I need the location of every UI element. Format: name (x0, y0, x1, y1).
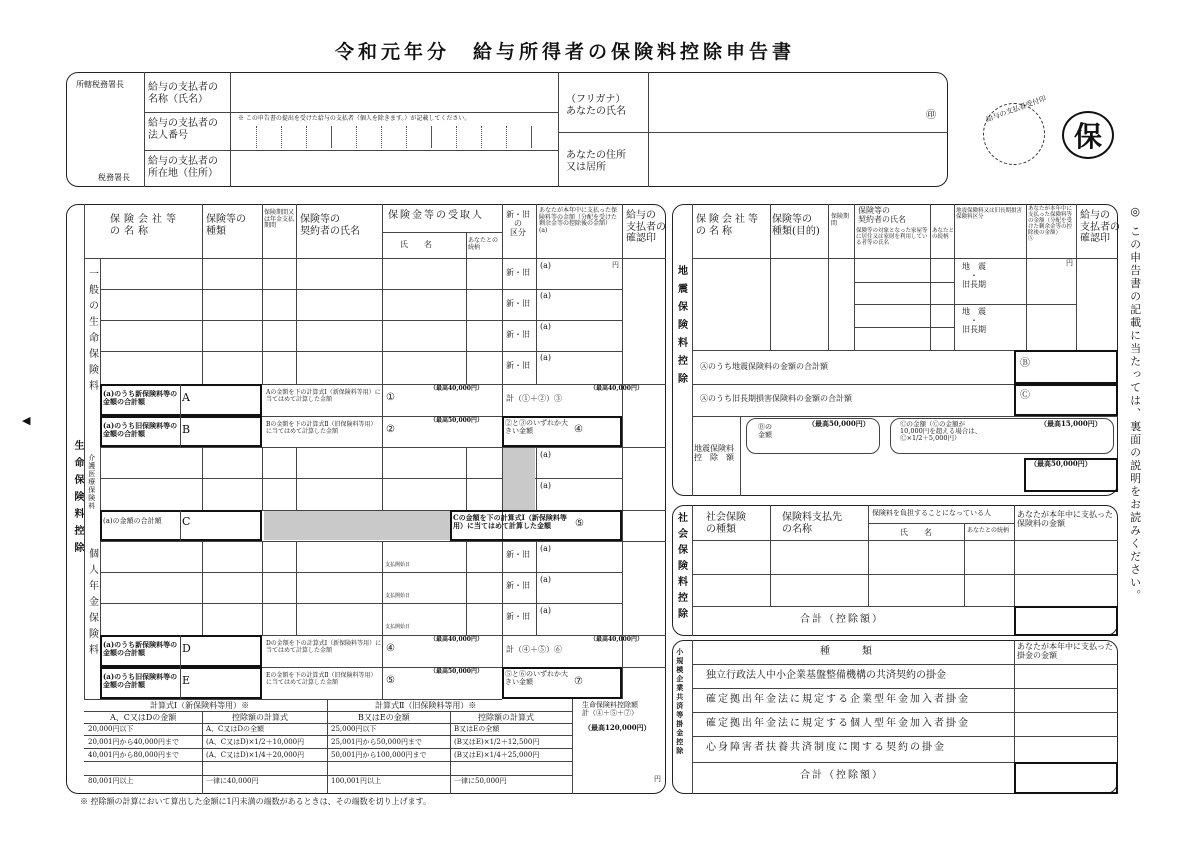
formula-r4-c4: 一律に50,000円 (454, 777, 507, 785)
care-label: 介護医療保険料 (87, 454, 96, 510)
address-label: あなたの住所 又は居所 (566, 150, 626, 173)
eq-col-contractor: 保険等の 契約者の氏名 (858, 206, 906, 225)
life-col-company: 保険会社等 の名称 (110, 214, 180, 237)
formula-r1-c4: B又はEの全額 (454, 725, 500, 733)
sum-old-general-label: (a)のうち旧保険料等の金額の合計額 (103, 421, 178, 438)
formula1-sub-b: 控除額の計算式 (232, 713, 288, 722)
social-col-bearer: 保険料を負担することになっている人 (872, 509, 991, 517)
arrow-marker: ◀ (22, 414, 31, 427)
tax-office-label: 所轄税務署長 (76, 80, 124, 89)
life-col-amount: あなたが本年中に支払った保険料等の金額（分配を受けた剰余金等の控除後の金額） (a) (539, 207, 618, 234)
life-col-newold: 新・旧 の 区分 (506, 210, 530, 238)
a-mark-7: (a) (540, 544, 552, 553)
formula-r2-c2: (A、C又はD)×1/2＋10,000円 (206, 738, 305, 746)
a-mark-2: (a) (540, 291, 552, 300)
mark-A: A (182, 391, 190, 404)
calc1-A-label: Aの金額を下の計算式Ⅰ（新保険料等用）に当てはめて計算した金額 (266, 389, 381, 403)
seal-mark: ㊞ (926, 110, 936, 121)
formula-r2-c4: (B又はE)×1/2＋12,500円 (454, 738, 540, 746)
payer-name-input[interactable] (232, 74, 556, 110)
eq-mark-C: Ⓒ (1020, 390, 1030, 401)
eq-max50k2: （最高50,000円） (1030, 459, 1092, 468)
mark-E: E (182, 674, 191, 687)
max40k-4: （最高40,000円） (590, 636, 643, 643)
your-address-input[interactable] (650, 134, 940, 184)
general-newold-1[interactable]: 新・旧 (506, 268, 530, 277)
sum-care-label: (a)の金額の合計額 (103, 517, 162, 525)
pay-start-3: 支払開始日 (385, 624, 411, 630)
a-mark-9: (a) (540, 606, 552, 615)
small-item-3: 確定拠出年金法に規定する個人型年金加入者掛金 (706, 718, 970, 729)
social-total: 合計（控除額） (800, 614, 884, 625)
life-col-recipient-rel: あなたとの続柄 (468, 237, 499, 251)
small-item-4: 心身障害者扶養共済制度に関する契約の掛金 (706, 742, 946, 753)
general-newold-4[interactable]: 新・旧 (506, 361, 530, 370)
footnote: ※ 控除額の計算において算出した金額に1円未満の端数があるときは、その端数を切り上げます。 (80, 797, 431, 806)
receipt-stamp-label: 給与の支払者受付印 (985, 94, 1048, 124)
payer-address-input[interactable] (232, 152, 556, 184)
max50k-1: （最高50,000円） (430, 417, 483, 424)
pension-newold-1[interactable]: 新・旧 (506, 550, 530, 559)
general-newold-2[interactable]: 新・旧 (506, 299, 530, 308)
care-shade (503, 448, 535, 510)
total-45: 計（④＋⑤）⑥ (506, 645, 562, 654)
formula-r2-c1: 20,001円から40,000円まで (88, 738, 179, 746)
formula-r4-c2: 一律に40,000円 (206, 777, 259, 785)
payer-name-label: 給与の支払者の 名称（氏名） (148, 82, 218, 105)
a-mark-5: (a) (540, 450, 552, 459)
life-col-recipient: 保険金等の受取人 (388, 210, 484, 221)
tax-office-suffix: 税務署長 (98, 173, 130, 182)
furigana-label: （フリガナ） あなたの氏名 (566, 94, 626, 117)
yen-g1: 円 (612, 261, 619, 269)
pension-newold-2[interactable]: 新・旧 (506, 581, 530, 590)
pay-start-1: 支払開始日 (385, 562, 411, 568)
eq-col-confirm: 給与の 支払者の 確認印 (1080, 210, 1120, 244)
formula-r3-c4: (B又はE)×1/4＋25,000円 (454, 751, 540, 759)
p-circle-5: ⑤ (386, 675, 395, 686)
max40k-3: （最高40,000円） (430, 636, 483, 643)
your-name-input[interactable] (650, 74, 930, 130)
payer-number-note: ※ この申告書の提出を受けた給与の支払者（個人を除きます。）が記載してください。 (238, 115, 471, 122)
page-title: 令和元年分 給与所得者の保険料控除申告書 (335, 41, 796, 63)
eq-yen-1: 円 (1066, 259, 1073, 267)
small-label: 小規模企業共済等掛金控除 (675, 648, 685, 756)
max50k-2: （最高50,000円） (430, 668, 483, 675)
small-total-box (1014, 762, 1118, 794)
max40k-1: （最高40,000円） (430, 385, 483, 392)
payer-address-label: 給与の支払者の 所在地（住所） (148, 156, 218, 179)
formula-r1-c2: A、C又はDの全額 (206, 725, 265, 733)
mark-C: C (182, 515, 191, 528)
formula-r1-c3: 25,000円以下 (331, 725, 377, 733)
circle-2: ② (386, 424, 395, 435)
circle-1: ① (386, 392, 395, 403)
eq-b-amount-label: Ⓑの 金額 (758, 423, 772, 439)
larger56-label: ⑤と⑥のいずれか大きい金額 (505, 670, 568, 686)
small-col-amount: あなたが本年中に支払った掛金の金額 (1017, 642, 1113, 661)
max40k-2: （最高40,000円） (590, 385, 643, 392)
pay-start-2: 支払開始日 (385, 593, 411, 599)
ho-text: 保 (1073, 120, 1102, 153)
a-mark-8: (a) (540, 575, 552, 584)
eq-col-type: 保険等の 種類(目的) (772, 214, 820, 237)
life-col-contractor: 保険等の 契約者の氏名 (300, 214, 360, 237)
eq-col-rel: あなたとの続柄 (932, 228, 955, 241)
eq-max15k: （最高15,000円） (1040, 419, 1102, 428)
care-mid-shade (264, 511, 450, 540)
eq-col-amount: あなたが本年中に支払った保険料等の金額（分配を受けた剰余金等の控除後の金額） Ⓐ (1028, 206, 1073, 243)
a-mark-6: (a) (540, 481, 552, 490)
earthquake-label: 地震保険料控除 (675, 265, 687, 391)
circle-4: ④ (574, 424, 583, 435)
social-col-payee: 保険料支払先 の名称 (782, 512, 842, 535)
formula-r3-c3: 50,001円から100,000円まで (331, 751, 427, 759)
eq-col-company: 保険会社等 の名称 (696, 214, 761, 237)
a-mark-4: (a) (540, 353, 552, 362)
side-note: ◎ この申告書の記載に当たっては、裏面の説明をお読みください。 (1128, 205, 1142, 603)
general-newold-3[interactable]: 新・旧 (506, 330, 530, 339)
eq-old-label: Ⓐのうち旧長期損害保険料の金額の合計額 (700, 394, 852, 403)
formula-r4-c3: 100,001円以上 (331, 777, 381, 785)
calc1-D-label: Dの金額を下の計算式Ⅰ（新保険料等用）に当てはめて計算した金額 (266, 640, 382, 654)
mark-B: B (182, 423, 191, 436)
life-col-confirm: 給与の 支払者の 確認印 (626, 210, 666, 244)
ho-mark (1062, 111, 1114, 159)
formula2-sub-b: 控除額の計算式 (478, 713, 534, 722)
general-life-label: 一般の生命保険料 (86, 268, 98, 396)
payer-number-label: 給与の支払者の 法人番号 (148, 118, 218, 141)
formula2-header: 計算式Ⅱ（旧保険料等用）※ (375, 701, 477, 710)
payer-number-boxes[interactable] (232, 126, 556, 148)
small-col-kind: 種 類 (820, 646, 876, 657)
eq-deduct-label: 地震保険料 控 除 額 (694, 444, 734, 463)
social-col-name: 氏 名 (900, 528, 932, 537)
pension-newold-3[interactable]: 新・旧 (506, 612, 530, 621)
small-total: 合計（控除額） (800, 770, 884, 781)
eq-max50k: （最高50,000円） (808, 419, 870, 428)
formula-r1-c1: 20,000円以下 (88, 725, 134, 733)
small-item-1: 独立行政法人中小企業基盤整備機構の共済契約の掛金 (706, 670, 946, 681)
life-total-label: 生命保険料控除額 計（④＋⑤＋⑦） (582, 701, 638, 717)
larger24-label: ②と③のいずれか大きい金額 (505, 419, 568, 435)
life-total-yen: 円 (654, 775, 661, 783)
eq-col-kind: 地震保険料又は旧長期損害保険料区分 (956, 208, 1023, 221)
formula2-sub-a: B又はEの金額 (358, 713, 410, 722)
sum-new-general-label: (a)のうち新保険料等の金額の合計額 (103, 389, 178, 406)
eq-col-target: 保険等の対象となった家屋等に居住又は家財を利用している者等の氏名 (856, 228, 928, 247)
social-total-box (1014, 606, 1118, 636)
life-section-label: 生命保険料控除 (72, 440, 83, 559)
formula1-sub-a: A、C又はDの金額 (110, 713, 177, 722)
eq-c-note: Ⓒの金額（Ⓒの金額が 10,000円を超える場合は、 Ⓒ×1/2＋5,000円） (900, 420, 982, 443)
calc-C-label: Cの金額を下の計算式Ⅰ（新保険料等用）に当てはめて計算した金額 (453, 513, 567, 530)
life-col-type: 保険等の 種類 (206, 214, 246, 237)
formula-r3-c2: (A、C又はD)×1/4＋20,000円 (206, 751, 305, 759)
mark-D: D (182, 642, 191, 655)
a-mark-3: (a) (540, 322, 552, 331)
formula1-header: 計算式Ⅰ（新保険料等用）※ (150, 701, 250, 710)
calc2-B-label: Bの金額を下の計算式Ⅱ（旧保険料等用）に当てはめて計算した金額 (266, 421, 377, 435)
social-label: 社会保険料控除 (675, 512, 687, 624)
formula-r4-c1: 80,001円以上 (88, 777, 134, 785)
eq-kind-2[interactable]: 地 震 ・ 旧長期 (962, 307, 986, 335)
circle-5: ⑤ (575, 518, 584, 529)
formula-r2-c3: 25,001円から50,000円まで (331, 738, 422, 746)
eq-sum-label: Ⓐのうち地震保険料の金額の合計額 (700, 362, 828, 371)
a-mark-1: (a) (540, 261, 552, 270)
life-col-recipient-name: 氏 名 (400, 240, 432, 249)
eq-mark-B: Ⓑ (1020, 358, 1030, 369)
sum-new-pension-label: (a)のうち新保険料等の金額の合計額 (103, 640, 178, 657)
life-col-period: 保険期間又は年金支払期間 (264, 209, 295, 230)
total-12: 計（①＋②）③ (506, 394, 562, 403)
pension-label: 個人年金保険料 (86, 548, 98, 660)
formula-r3-c1: 40,001円から80,000円まで (88, 751, 179, 759)
social-col-amount: あなたが本年中に支払った保険料の金額 (1017, 510, 1113, 529)
p-circle-7: ⑦ (574, 676, 583, 687)
social-col-rel: あなたとの続柄 (967, 527, 1010, 534)
calc2-E-label: Eの金額を下の計算式Ⅱ（旧保険料等用）に当てはめて計算した金額 (266, 672, 377, 686)
eq-kind-1[interactable]: 地 震 ・ 旧長期 (962, 262, 986, 290)
p-circle-4: ④ (386, 643, 395, 654)
eq-col-period: 保険期間 (831, 213, 850, 227)
social-col-kind: 社会保険 の種類 (706, 512, 746, 535)
life-total-max: （最高120,000円） (584, 723, 651, 732)
small-item-2: 確定拠出年金法に規定する企業型年金加入者掛金 (706, 694, 970, 705)
sum-old-pension-label: (a)のうち旧保険料等の金額の合計額 (103, 672, 178, 689)
